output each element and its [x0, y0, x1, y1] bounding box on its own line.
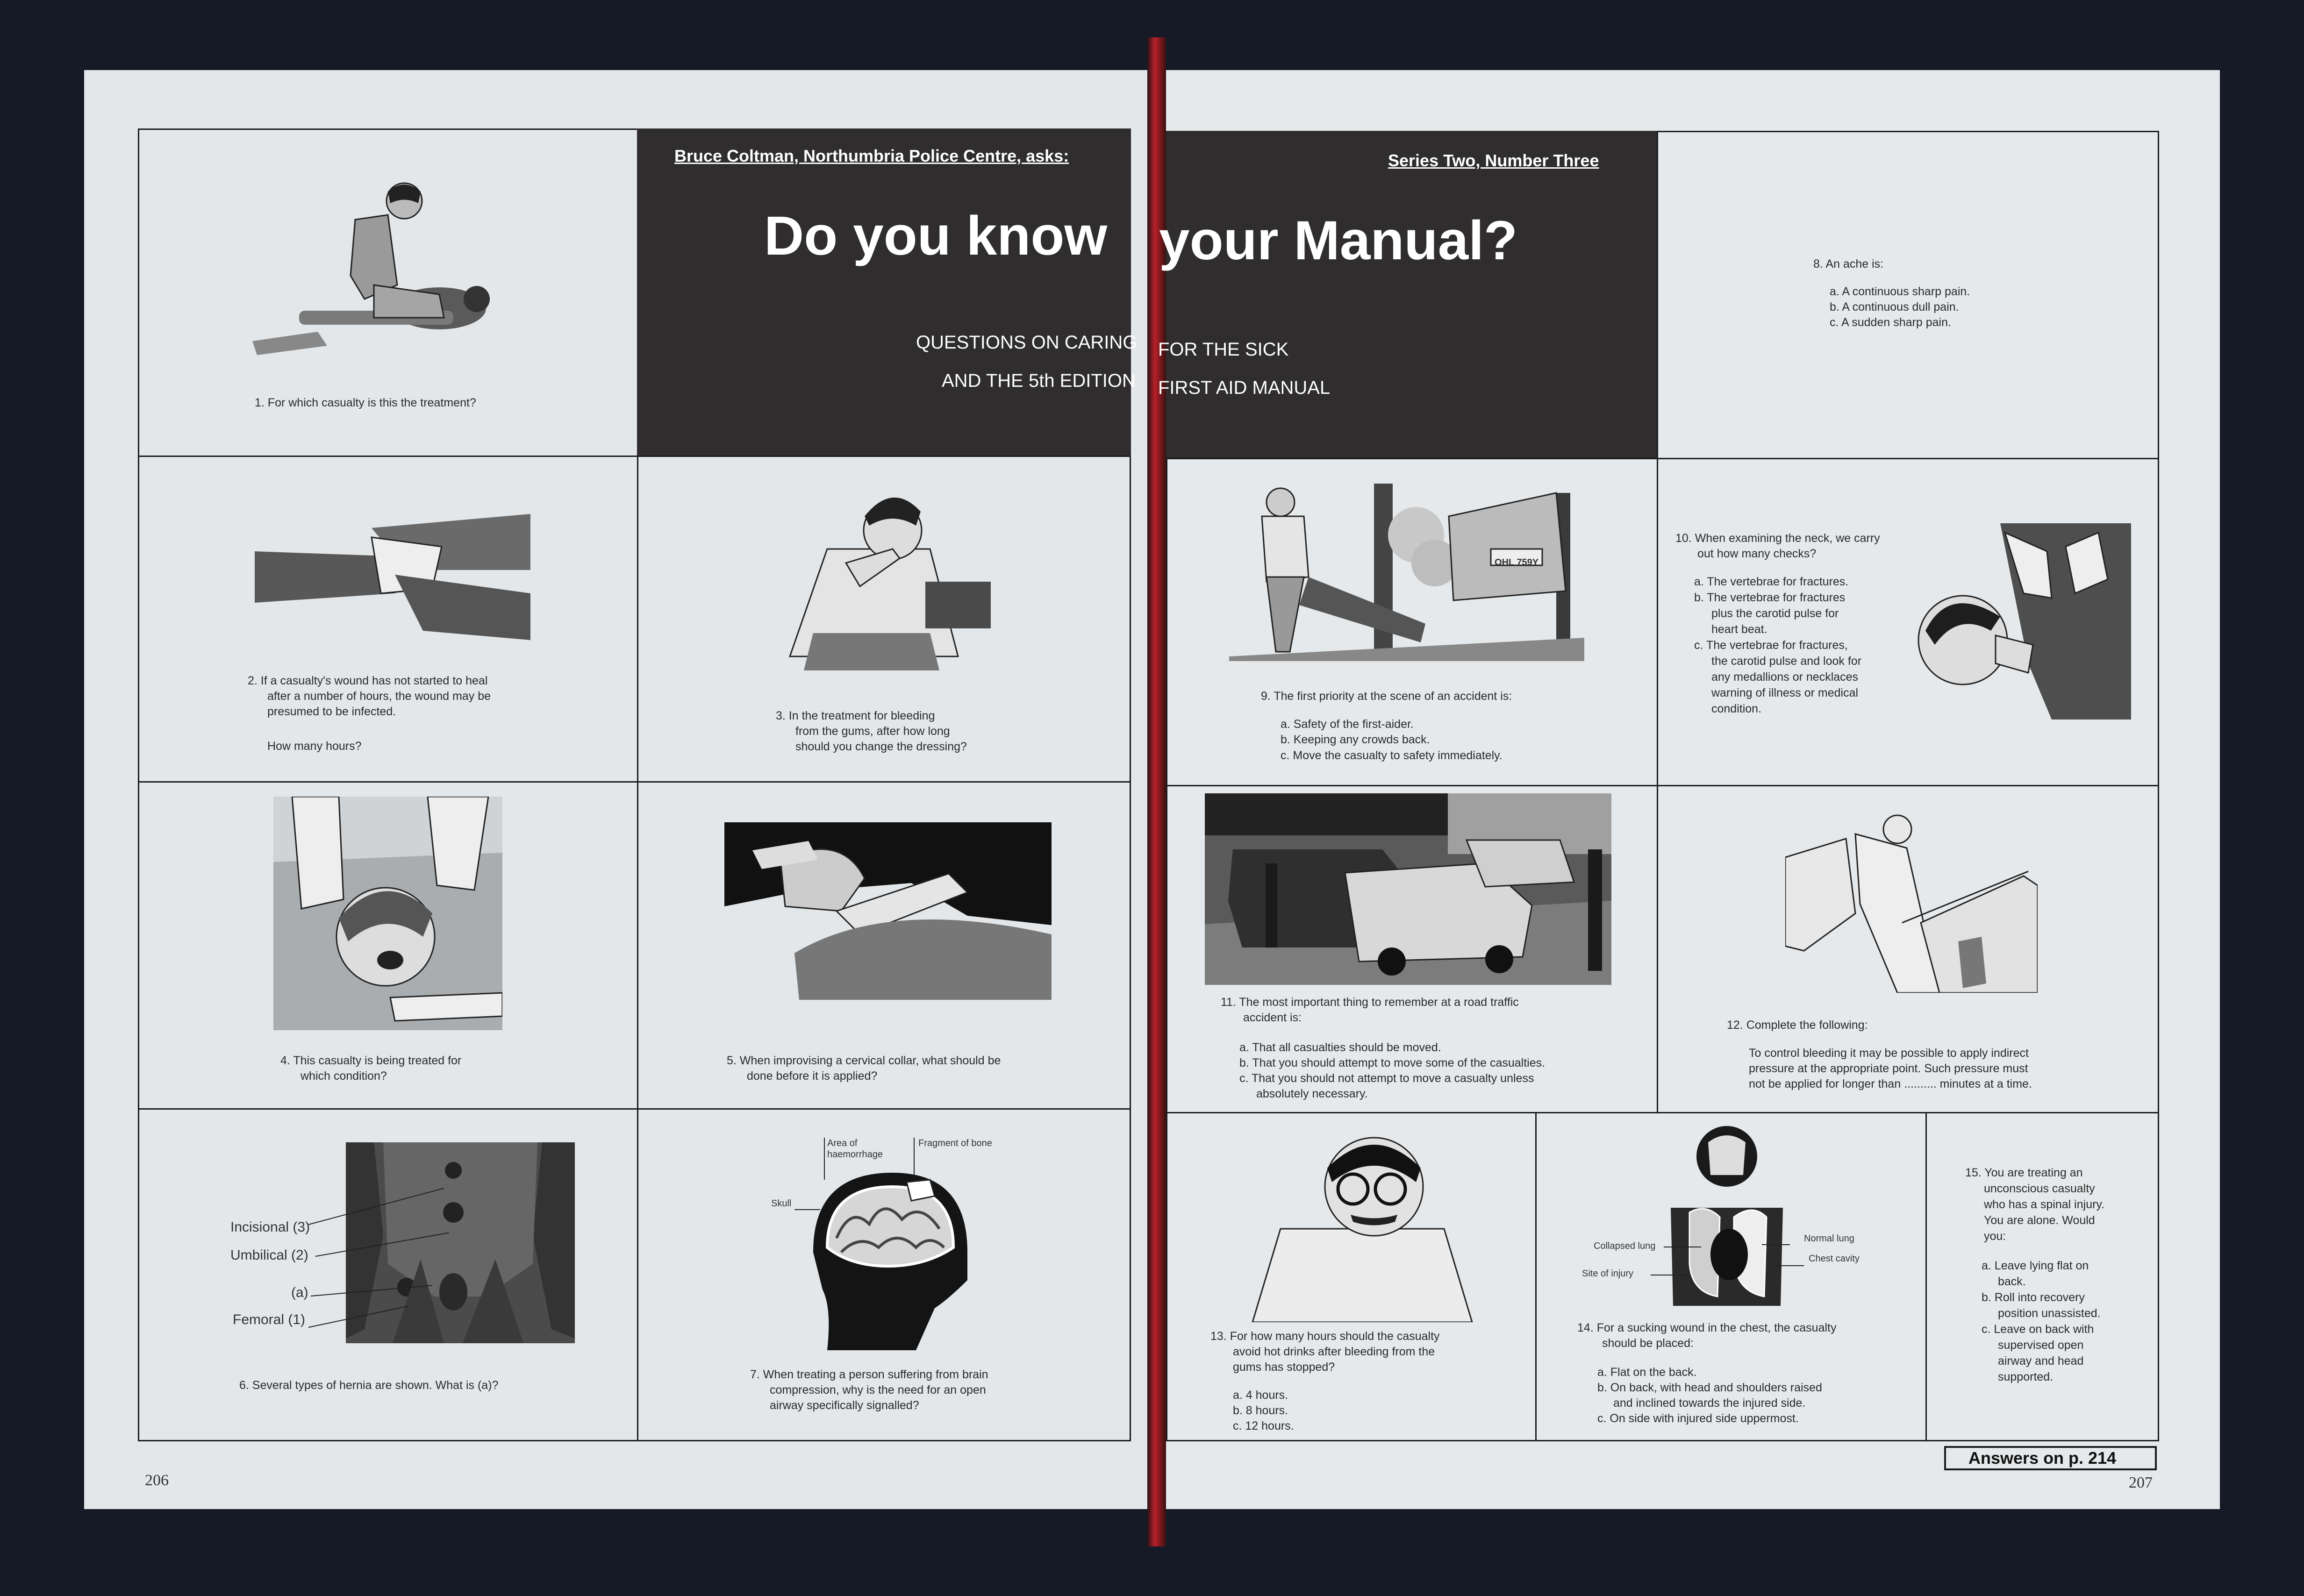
question-10-option-c-4: warning of illness or medical: [1711, 686, 1859, 699]
road-accident-photo: [1205, 793, 1611, 985]
grid-line: [637, 456, 638, 1441]
question-14-option-b-1: b. On back, with head and shoulders raised: [1597, 1381, 1822, 1394]
cpr-illustration: [243, 178, 551, 364]
question-13-line-3: gums has stopped?: [1233, 1361, 1335, 1374]
question-5-line-2: done before it is applied?: [747, 1069, 878, 1083]
cervical-collar-illustration: [724, 822, 1052, 1000]
label-leader-line: [914, 1138, 915, 1177]
question-7-line-1: 7. When treating a person suffering from brain: [750, 1368, 988, 1381]
question-12-text-2: pressure at the appropriate point. Such pressure must: [1749, 1062, 2028, 1075]
question-13-option-a: a. 4 hours.: [1233, 1389, 1288, 1402]
label-leader-line: [1762, 1244, 1790, 1245]
question-13-line-2: avoid hot drinks after bleeding from the: [1233, 1345, 1435, 1358]
chest-label-collapsed-lung: Collapsed lung: [1594, 1241, 1656, 1251]
question-14-option-a: a. Flat on the back.: [1597, 1366, 1697, 1379]
question-10-option-c-1: c. The vertebrae for fractures,: [1694, 639, 1848, 652]
chest-label-site-of-injury: Site of injury: [1582, 1268, 1634, 1279]
question-2-line-4: How many hours?: [267, 740, 362, 753]
question-9-option-b: b. Keeping any crowds back.: [1281, 733, 1430, 746]
question-2-line-3: presumed to be infected.: [267, 705, 396, 718]
indirect-pressure-illustration: [1785, 811, 2038, 993]
question-4-line-1: 4. This casualty is being treated for: [280, 1054, 462, 1067]
grid-line: [138, 781, 1131, 783]
question-11-option-a: a. That all casualties should be moved.: [1239, 1041, 1441, 1054]
question-15-option-c-4: supported.: [1998, 1370, 2054, 1383]
question-9-option-a: a. Safety of the first-aider.: [1281, 718, 1414, 731]
question-10-line-1: 10. When examining the neck, we carry: [1675, 532, 1880, 545]
question-8-option-c: c. A sudden sharp pain.: [1830, 316, 1951, 329]
title-left: Do you know: [764, 205, 1108, 267]
question-10-option-a: a. The vertebrae for fractures.: [1694, 575, 1849, 588]
question-4-line-2: which condition?: [301, 1069, 387, 1083]
chest-label-chest-cavity: Chest cavity: [1809, 1254, 1860, 1264]
label-leader-line: [824, 1138, 825, 1180]
chest-wound-diagram: [1664, 1124, 1790, 1306]
grid-line: [1166, 1112, 2159, 1113]
question-13-option-b: b. 8 hours.: [1233, 1404, 1288, 1417]
question-7-line-2: compression, why is the need for an open: [770, 1383, 986, 1396]
title-banner-left: [637, 128, 1131, 456]
question-13-line-1: 13. For how many hours should the casualty: [1210, 1330, 1440, 1343]
label-leader-line: [794, 1209, 820, 1210]
question-15-line-4: You are alone. Would: [1984, 1214, 2095, 1227]
question-15-option-c-1: c. Leave on back with: [1982, 1323, 2094, 1336]
question-14-option-c: c. On side with injured side uppermost.: [1597, 1412, 1799, 1425]
question-2-line-2: after a number of hours, the wound may be: [267, 690, 491, 703]
grid-line: [1166, 785, 2159, 786]
subtitle-2-right: FIRST AID MANUAL: [1158, 378, 1331, 398]
neck-examination-illustration: [1911, 523, 2131, 720]
page-number-left: 206: [145, 1472, 169, 1489]
accident-scene-illustration: [1229, 484, 1584, 661]
man-with-glasses-illustration: [1238, 1121, 1486, 1322]
hernia-label-a: (a): [291, 1285, 308, 1300]
question-10-option-c-3: any medallions or necklaces: [1711, 670, 1859, 684]
question-15-option-c-2: supervised open: [1998, 1339, 2084, 1352]
brain-compression-diagram: [794, 1159, 972, 1350]
gum-bleeding-illustration: [776, 479, 991, 675]
brain-label-skull: Skull: [771, 1198, 792, 1209]
grid-line: [1166, 458, 2159, 459]
question-10-option-b-3: heart beat.: [1711, 623, 1767, 636]
question-10-option-b-1: b. The vertebrae for fractures: [1694, 591, 1846, 604]
title-banner-right: [1166, 131, 1657, 458]
title-right: your Manual?: [1159, 210, 1518, 271]
question-3-line-2: from the gums, after how long: [795, 725, 950, 738]
question-8: 8. An ache is:: [1813, 257, 1884, 271]
question-15-option-a-1: a. Leave lying flat on: [1982, 1259, 2089, 1272]
question-3-line-1: 3. In the treatment for bleeding: [776, 709, 935, 722]
question-9-option-c: c. Move the casualty to safety immediately.: [1281, 749, 1503, 762]
question-1: 1. For which casualty is this the treatment?: [255, 396, 476, 409]
chest-label-normal-lung: Normal lung: [1804, 1233, 1854, 1244]
hernia-torso-diagram: [346, 1142, 575, 1343]
question-2-line-1: 2. If a casualty's wound has not started to heal: [248, 674, 488, 687]
car-number-plate: OHL 759Y: [1495, 557, 1539, 568]
byline: Bruce Coltman, Northumbria Police Centre, asks:: [674, 146, 1069, 165]
question-11-option-c-1: c. That you should not attempt to move a casualty unless: [1239, 1072, 1534, 1085]
question-10-option-b-2: plus the carotid pulse for: [1711, 607, 1839, 620]
question-15-line-1: 15. You are treating an: [1965, 1166, 2083, 1179]
grid-line: [138, 456, 1131, 457]
question-15-line-3: who has a spinal injury.: [1984, 1198, 2105, 1211]
grid-line: [138, 1108, 1131, 1110]
brain-label-haemorrhage: haemorrhage: [827, 1149, 883, 1160]
question-6: 6. Several types of hernia are shown. What is (a)?: [239, 1379, 499, 1392]
question-11-option-c-2: absolutely necessary.: [1256, 1087, 1368, 1100]
question-13-option-c: c. 12 hours.: [1233, 1419, 1294, 1432]
subtitle-2-left: AND THE 5th EDITION: [942, 370, 1136, 391]
subtitle-1-left: QUESTIONS ON CARING: [916, 332, 1138, 353]
label-leader-line: [1776, 1265, 1804, 1266]
question-14-line-2: should be placed:: [1602, 1337, 1694, 1350]
question-15-option-a-2: back.: [1998, 1275, 2026, 1288]
question-14-line-1: 14. For a sucking wound in the chest, the casualty: [1577, 1321, 1837, 1334]
question-12: 12. Complete the following:: [1727, 1019, 1868, 1032]
hernia-label-femoral: Femoral (1): [233, 1312, 306, 1327]
question-12-text-1: To control bleeding it may be possible to apply indirect: [1749, 1047, 2029, 1060]
question-11-line-2: accident is:: [1243, 1011, 1302, 1024]
question-8-option-a: a. A continuous sharp pain.: [1830, 285, 1970, 298]
brain-label-area: Area of: [827, 1138, 858, 1148]
question-3-line-3: should you change the dressing?: [795, 740, 967, 753]
grid-line: [1657, 131, 1658, 1112]
page-number-right: 207: [2129, 1474, 2153, 1491]
hernia-label-umbilical: Umbilical (2): [230, 1247, 308, 1263]
question-15-line-2: unconscious casualty: [1984, 1182, 2095, 1195]
question-15-option-c-3: airway and head: [1998, 1354, 2084, 1368]
grid-line: [1535, 1112, 1537, 1441]
question-15-option-b-1: b. Roll into recovery: [1982, 1291, 2085, 1304]
bandaging-hands-illustration: [255, 505, 530, 640]
question-10-option-c-2: the carotid pulse and look for: [1711, 655, 1862, 668]
seizure-casualty-illustration: [273, 797, 502, 1030]
grid-line: [1925, 1112, 1927, 1441]
question-12-text-3: not be applied for longer than .......... minutes at a time.: [1749, 1077, 2032, 1090]
question-5-line-1: 5. When improvising a cervical collar, what should be: [727, 1054, 1001, 1067]
hernia-label-incisional: Incisional (3): [230, 1219, 310, 1235]
question-11-option-b: b. That you should attempt to move some of the casualties.: [1239, 1056, 1546, 1069]
question-9: 9. The first priority at the scene of an accident is:: [1261, 690, 1512, 703]
brain-label-fragment: Fragment of bone: [918, 1138, 992, 1148]
question-10-option-c-5: condition.: [1711, 702, 1762, 715]
question-11-line-1: 11. The most important thing to remember at a road traffic: [1221, 996, 1519, 1009]
question-15-option-b-2: position unassisted.: [1998, 1307, 2101, 1320]
question-8-option-b: b. A continuous dull pain.: [1830, 300, 1959, 314]
question-7-line-3: airway specifically signalled?: [770, 1399, 919, 1412]
answers-reference: Answers on p. 214: [1968, 1448, 2117, 1468]
question-14-option-b-2: and inclined towards the injured side.: [1613, 1396, 1806, 1410]
question-10-line-2: out how many checks?: [1697, 547, 1817, 560]
series-label: Series Two, Number Three: [1388, 151, 1599, 170]
subtitle-1-right: FOR THE SICK: [1158, 339, 1289, 360]
question-15-line-5: you:: [1984, 1230, 2006, 1243]
